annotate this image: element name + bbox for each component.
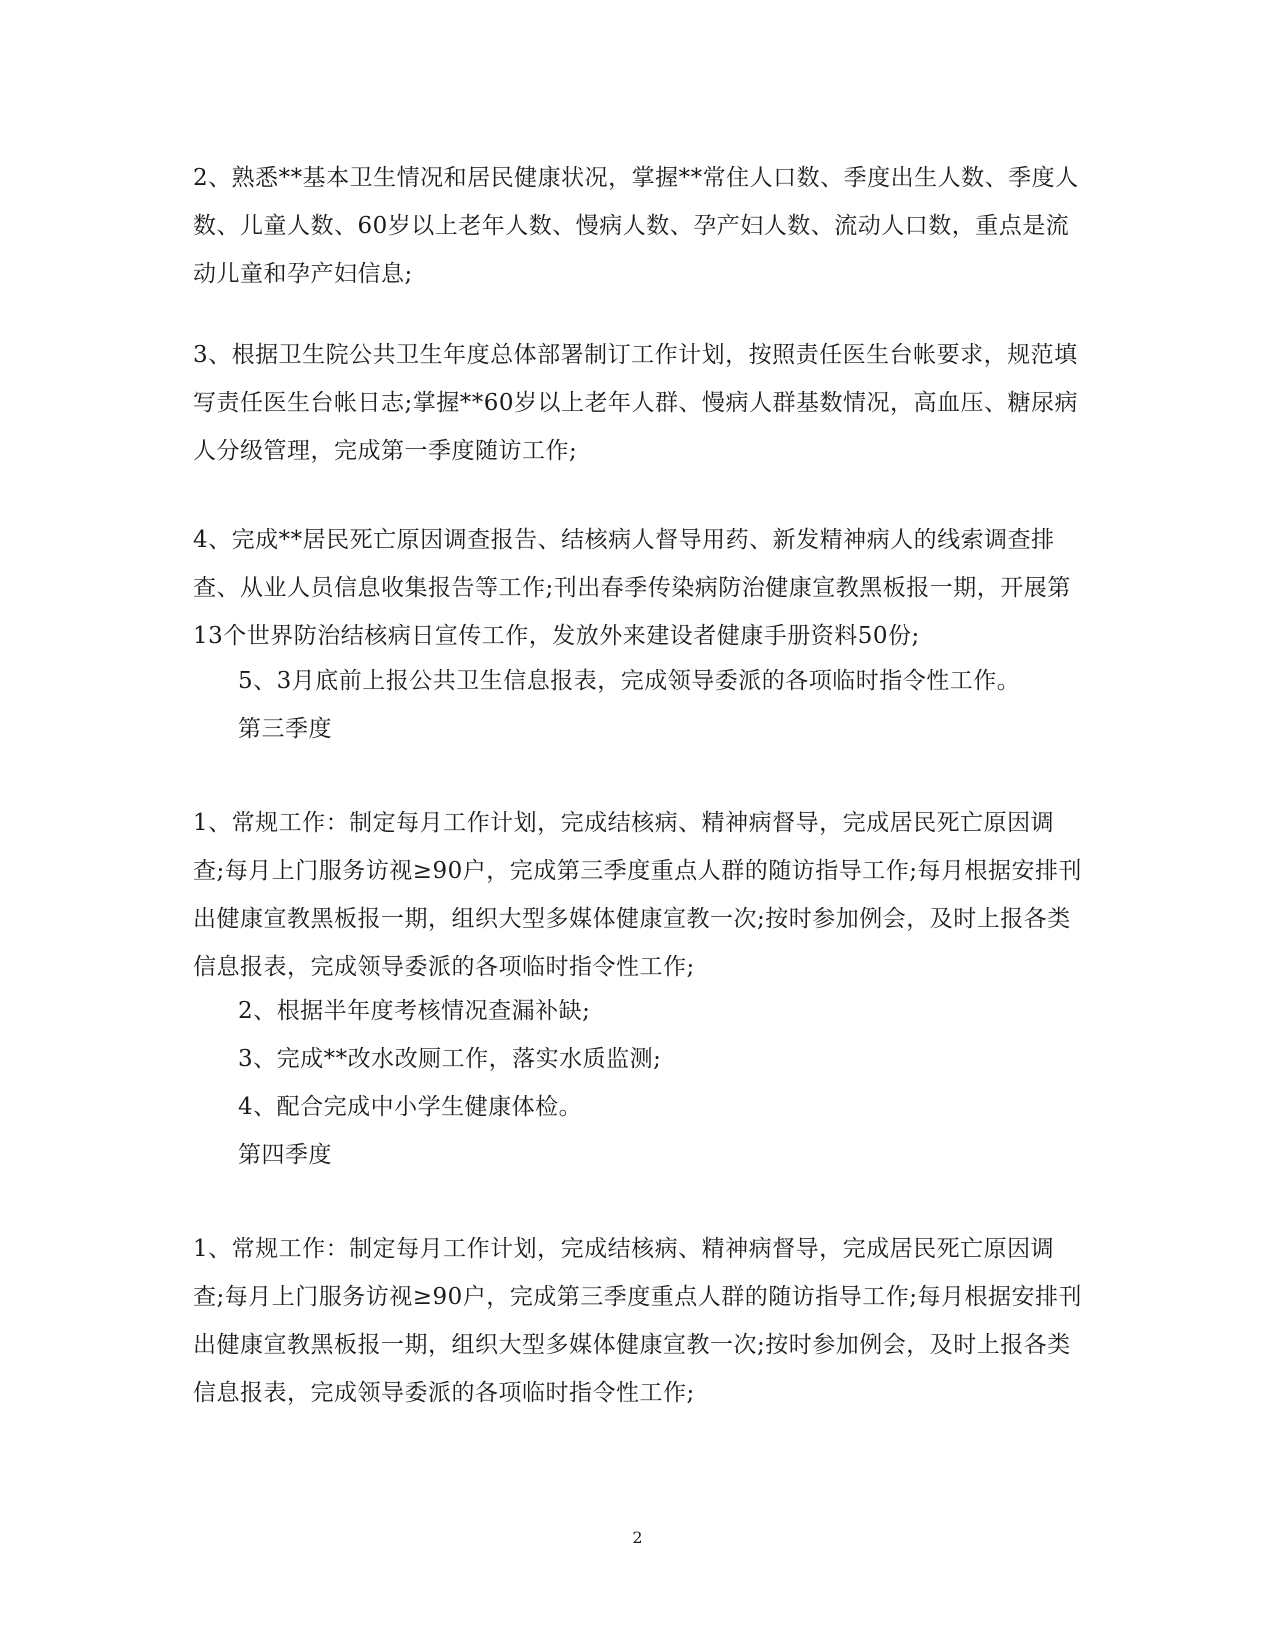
paragraph-item-3: 3、根据卫生院公共卫生年度总体部署制订工作计划，按照责任医生台帐要求，规范填写责任医生台帐日志;掌握**60岁以上老年人群、慢病人群基数情况，高血压、糖尿病人分级管理，完成第一季度随访工作; (193, 342, 1079, 464)
paragraph-item-4: 4、完成**居民死亡原因调查报告、结核病人督导用药、新发精神病人的线索调查排查、从业人员信息收集报告等工作;刊出春季传染病防治健康宣教黑板报一期，开展第13个世界防治结核病日宣传工作，发放外来建设者健康手册资料50份; (193, 527, 1071, 649)
section-heading-q4: 第四季度 (238, 1142, 332, 1168)
q3-item-1: 1、常规工作：制定每月工作计划，完成结核病、精神病督导，完成居民死亡原因调查;每月上门服务访视≥90户，完成第三季度重点人群的随访指导工作;每月根据安排刊出健康宣教黑板报一期，组织大型多媒体健康宣教一次;按时参加例会，及时上报各类信息报表，完成领导委派的各项临时指令性工作; (193, 810, 1083, 980)
q4-item-1: 1、常规工作：制定每月工作计划，完成结核病、精神病督导，完成居民死亡原因调查;每月上门服务访视≥90户，完成第三季度重点人群的随访指导工作;每月根据安排刊出健康宣教黑板报一期，组织大型多媒体健康宣教一次;按时参加例会，及时上报各类信息报表，完成领导委派的各项临时指令性工作; (193, 1236, 1083, 1406)
paragraph-item-2: 2、熟悉**基本卫生情况和居民健康状况，掌握**常住人口数、季度出生人数、季度人数、儿童人数、60岁以上老年人数、慢病人数、孕产妇人数、流动人口数，重点是流动儿童和孕产妇信息; (193, 165, 1079, 287)
paragraph-item-5: 5、3月底前上报公共卫生信息报表，完成领导委派的各项临时指令性工作。 (238, 668, 1021, 694)
q3-item-3: 3、完成**改水改厕工作，落实水质监测; (238, 1046, 662, 1072)
q3-item-4: 4、配合完成中小学生健康体检。 (238, 1094, 583, 1120)
section-heading-q3: 第三季度 (238, 716, 332, 742)
q3-item-2: 2、根据半年度考核情况查漏补缺; (238, 998, 591, 1024)
page-number: 2 (632, 1528, 643, 1547)
